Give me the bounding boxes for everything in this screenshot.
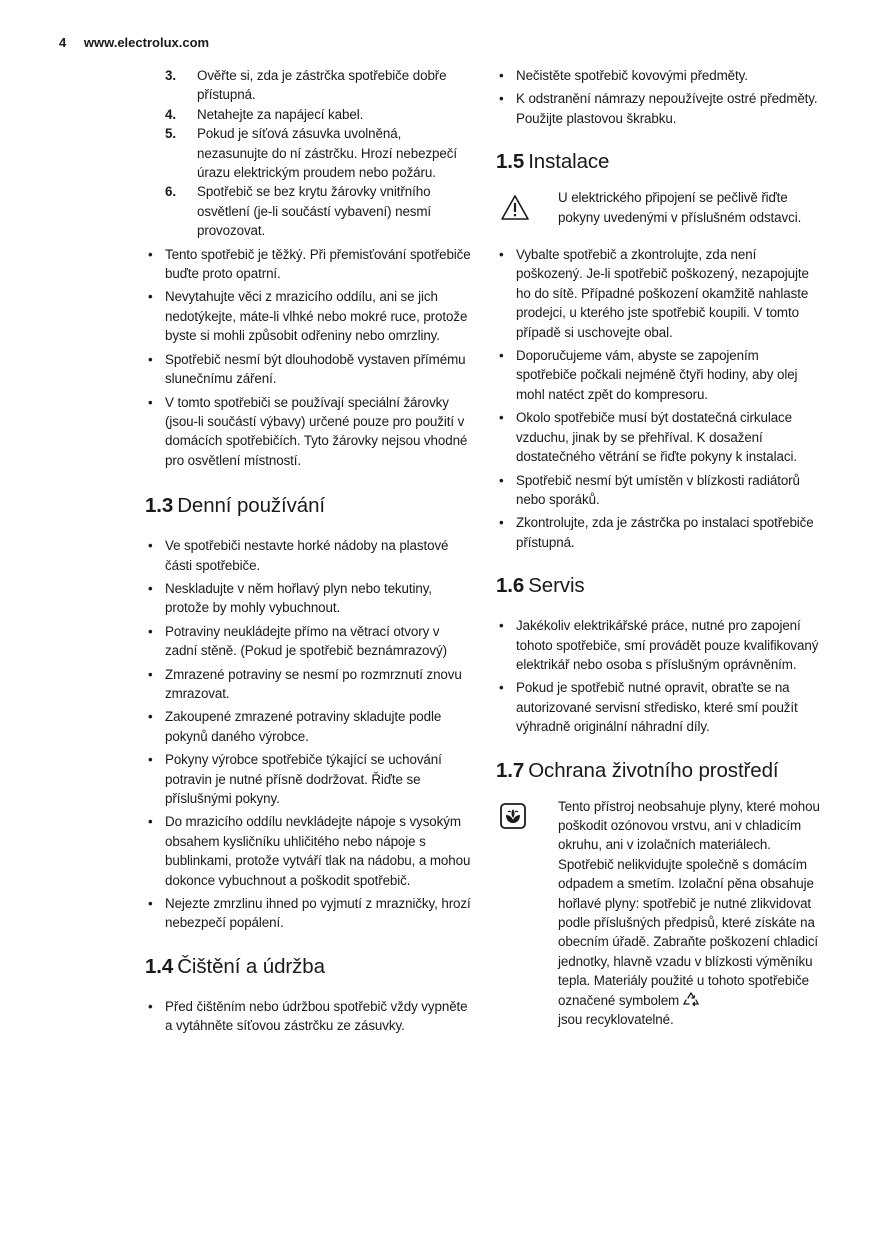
list-item: • V tomto spotřebiči se používají speciální žárovky (jsou-li součástí výbavy) určené pouze pro použití v domácích spotřebičích. Tyto žárovky nejsou vhodné pro osvětlení místností. — [145, 393, 471, 471]
list-item: • K odstranění námrazy nepoužívejte ostré předměty. Použijte plastovou škrabku. — [496, 89, 822, 128]
cleaning-continued-list — [496, 66, 822, 128]
daily-use-list — [145, 536, 471, 933]
page-number: 4 — [59, 35, 67, 50]
left-column — [145, 66, 471, 1040]
numbered-item — [165, 105, 471, 124]
list-item: • Zmrazené potraviny se nesmí po rozmrznutí znovu zmrazovat. — [145, 665, 471, 704]
list-item: • Potraviny neukládejte přímo na větrací otvory v zadní stěně. (Pokud je spotřebič beznámrazový) — [145, 622, 471, 661]
item-text: Pokud je síťová zásuvka uvolněná, nezasunujte do ní zástrčku. Hrozí nebezpečí úrazu elektrickým proudem nebo požáru. — [197, 126, 457, 181]
environment-note — [496, 797, 822, 1030]
list-item: • Vybalte spotřebič a zkontrolujte, zda není poškozený. Je-li spotřebič poškozený, nezapojujte ho do sítě. Případné poškození okamžitě nahlaste prodejci, u kterého jste spotřebič koupili. V tomto případě si uschovejte obal. — [496, 245, 822, 342]
warning-triangle-icon — [500, 194, 530, 221]
list-item: • Neskladujte v něm hořlavý plyn nebo tekutiny, protože by mohly vybuchnout. — [145, 579, 471, 618]
safety-bullets — [145, 245, 471, 470]
numbered-item — [165, 66, 471, 105]
list-item: • Spotřebič nesmí být umístěn v blízkosti radiátorů nebo sporáků. — [496, 471, 822, 510]
numbered-list — [165, 66, 471, 241]
section-title-environment — [496, 759, 822, 783]
cleaning-list — [145, 997, 471, 1036]
page-header — [59, 35, 209, 50]
section-heading: Instalace — [528, 150, 610, 174]
site-url: www.electrolux.com — [83, 35, 210, 50]
section-title-daily-use — [145, 494, 471, 518]
section-title-cleaning — [145, 955, 471, 979]
section-heading: Čištění a údržba — [177, 954, 325, 978]
list-item: • Pokud je spotřebič nutné opravit, obraťte se na autorizované servisní středisko, které smí použít výhradně originální náhradní díly. — [496, 678, 822, 736]
section-number: 1.3 — [145, 494, 174, 518]
list-item: • Zakoupené zmrazené potraviny skladujte podle pokynů daného výrobce. — [145, 707, 471, 746]
section-number: 1.5 — [496, 150, 525, 174]
list-item: • Zkontrolujte, zda je zástrčka po instalaci spotřebiče přístupná. — [496, 513, 822, 552]
right-column — [496, 66, 822, 1029]
list-item: • Pokyny výrobce spotřebiče týkající se uchování potravin je nutné přísně dodržovat. Řiďte se příslušnými pokyny. — [145, 750, 471, 808]
numbered-item — [165, 124, 471, 182]
recycle-icon — [682, 991, 700, 1008]
item-text: Ověřte si, zda je zástrčka spotřebiče dobře přístupná. — [197, 68, 447, 103]
section-heading: Ochrana životního prostředí — [528, 758, 779, 782]
item-number: 3. — [165, 68, 176, 83]
item-text: Netahejte za napájecí kabel. — [197, 106, 364, 122]
item-number: 5. — [165, 126, 176, 142]
section-heading: Denní používání — [177, 494, 325, 518]
list-item: • Nejezte zmrzlinu ihned po vyjmutí z mrazničky, hrozí nebezpečí popálení. — [145, 894, 471, 933]
list-item: • Jakékoliv elektrikářské práce, nutné pro zapojení tohoto spotřebiče, smí provádět pouze kvalifikovaný elektrikář nebo osoba s příslušným oprávněním. — [496, 616, 822, 674]
item-number: 6. — [165, 184, 176, 200]
section-heading: Servis — [528, 574, 585, 598]
section-number: 1.4 — [145, 954, 174, 978]
section-number: 1.6 — [496, 574, 525, 598]
list-item: • Tento spotřebič je těžký. Při přemisťování spotřebiče buďte proto opatrní. — [145, 245, 471, 284]
list-item: • Okolo spotřebiče musí být dostatečná cirkulace vzduchu, jinak by se přehříval. K dosažení dostatečného větrání se řiďte pokyny k instalaci. — [496, 408, 822, 466]
section-title-service — [496, 574, 822, 598]
warning-note — [496, 188, 822, 227]
environment-paragraph-end: jsou recyklovatelné. — [558, 1012, 674, 1028]
list-item: • Před čištěním nebo údržbou spotřebič vždy vypněte a vytáhněte síťovou zástrčku ze zásuvky. — [145, 997, 471, 1036]
list-item: • Spotřebič nesmí být dlouhodobě vystaven přímému slunečnímu záření. — [145, 350, 471, 389]
environment-text — [558, 797, 822, 1030]
list-item: • Do mrazicího oddílu nevkládejte nápoje s vysokým obsahem kysličníku uhličitého nebo nápoje s bublinkami, protože vytváří tlak na nádobu, a mohou dokonce vybuchnout a poškodit spotřebič. — [145, 812, 471, 890]
numbered-item — [165, 182, 471, 240]
list-item: • Nečistěte spotřebič kovovými předměty. — [496, 66, 822, 85]
section-title-installation — [496, 150, 822, 174]
warning-text: U elektrického připojení se pečlivě řiďte pokyny uvedenými v příslušném odstavci. — [558, 190, 802, 225]
section-number: 1.7 — [496, 758, 525, 782]
item-text: Spotřebič se bez krytu žárovky vnitřního osvětlení (je-li součástí vybavení) nesmí provozovat. — [197, 184, 432, 239]
list-item: • Nevytahujte věci z mrazicího oddílu, ani se jich nedotýkejte, máte-li vlhké nebo mokré ruce, protože byste si mohli způsobit odřeniny nebo omrzliny. — [145, 287, 471, 345]
environment-icon — [500, 803, 526, 829]
item-number: 4. — [165, 106, 176, 122]
list-item: • Doporučujeme vám, abyste se zapojením spotřebiče počkali nejméně čtyři hodiny, aby olej mohl natéct zpět do kompresoru. — [496, 346, 822, 404]
environment-paragraph: Tento přístroj neobsahuje plyny, které mohou poškodit ozónovou vrstvu, ani v chladicím okruhu, ani v izolačních materiálech. Spotřebič nelikvidujte společně s domácím odpadem a smetím. Izolační pěna obsahuje hořlavé plyny: spotřebič je nutné zlikvidovat podle příslušných předpisů, které získáte na obecním úřadě. Zabraňte poškození chladicí jednotky, hlavně vzadu v blízkosti výměníku tepla. Materiály použité u tohoto spotřebiče označené symbolem — [558, 798, 820, 1008]
installation-list — [496, 245, 822, 552]
service-list — [496, 616, 822, 736]
list-item: • Ve spotřebiči nestavte horké nádoby na plastové části spotřebiče. — [145, 536, 471, 575]
